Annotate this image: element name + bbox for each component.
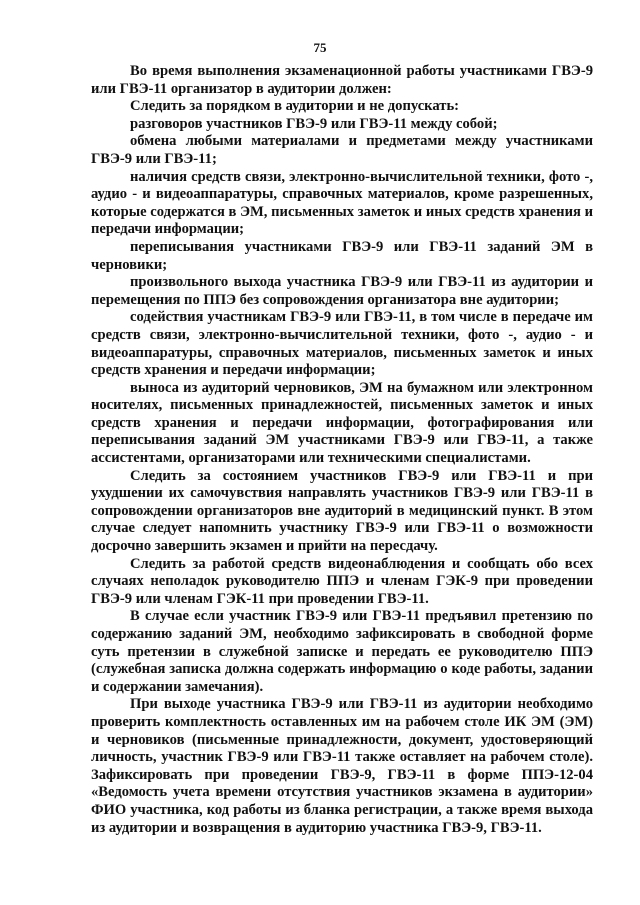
paragraph-leaving: произвольного выхода участника ГВЭ-9 или ГВЭ-11 из аудитории и перемещения по ППЭ без сопровождения организатора вне аудитории; <box>91 274 593 308</box>
document-body <box>91 63 593 837</box>
paragraph-assistance: содействия участникам ГВЭ-9 или ГВЭ-11, в том числе в передаче им средств связи, электронно-вычислительной техники, фото -, аудио - и видеоаппаратуры, справочных материалов, письменных заметок и иных средств хранения и передачи информации; <box>91 309 593 379</box>
paragraph-exchange: обмена любыми материалами и предметами между участниками ГВЭ-9 или ГВЭ-11; <box>91 133 593 167</box>
paragraph-copying: переписывания участниками ГВЭ-9 или ГВЭ-11 заданий ЭМ в черновики; <box>91 238 593 273</box>
paragraph-devices: наличия средств связи, электронно-вычислительной техники, фото -, аудио - и видеоаппаратуры, справочных материалов, кроме разрешенных, которые содержатся в ЭМ, письменных заметок и иных средств хранения и передачи информации; <box>91 168 593 238</box>
paragraph-video: Следить за работой средств видеонаблюдения и сообщать обо всех случаях неполадок руководителю ППЭ и членам ГЭК-9 при проведении ГВЭ-9 или членам ГЭК-11 при проведении ГВЭ-11. <box>91 555 593 607</box>
paragraph-exit: При выходе участника ГВЭ-9 или ГВЭ-11 из аудитории необходимо проверить комплектность оставленных им на рабочем столе ИК ЭМ (ЭМ) и черновиков (письменные принадлежности, документ, удостоверяющий личность, участник ГВЭ-9 или ГВЭ-11 также оставляет на рабочем столе). Зафиксировать при проведении ГВЭ-9, ГВЭ-11 в форме ППЭ-12-04 «Ведомость учета времени отсутствия участников экзамена в аудитории» ФИО участника, код работы из бланка регистрации, а также время выхода из аудитории и возвращения в аудиторию участника ГВЭ-9, ГВЭ-11. <box>91 696 593 836</box>
paragraph-removal: выноса из аудиторий черновиков, ЭМ на бумажном или электронном носителях, письменных принадлежностей, письменных заметок и иных средств хранения и передачи информации, фотографирования или переписывания заданий ЭМ участниками ГВЭ-9 или ГВЭ-11, а также ассистентами, организаторами или техническими специалистами. <box>91 379 593 467</box>
paragraph-complaint: В случае если участник ГВЭ-9 или ГВЭ-11 предъявил претензию по содержанию заданий ЭМ, необходимо зафиксировать в свободной форме суть претензии в служебной записке и передать ее руководителю ППЭ (служебная записка должна содержать информацию о коде работы, задании и содержании замечания). <box>91 608 593 695</box>
paragraph-intro: Во время выполнения экзаменационной работы участниками ГВЭ-9 или ГВЭ-11 организатор в аудитории должен: <box>91 63 593 97</box>
paragraph-conversations: разговоров участников ГВЭ-9 или ГВЭ-11 между собой; <box>130 115 498 132</box>
page-number: 75 <box>313 40 327 55</box>
paragraph-health: Следить за состоянием участников ГВЭ-9 или ГВЭ-11 и при ухудшении их самочувствия направлять участников ГВЭ-9 или ГВЭ-11 в сопровождении организаторов вне аудиторий в медицинский пункт. В этом случае следует напомнить участнику ГВЭ-9 или ГВЭ-11 о возможности досрочно завершить экзамен и прийти на пересдачу. <box>91 467 593 555</box>
paragraph-order-heading: Следить за порядком в аудитории и не допускать: <box>130 98 460 115</box>
